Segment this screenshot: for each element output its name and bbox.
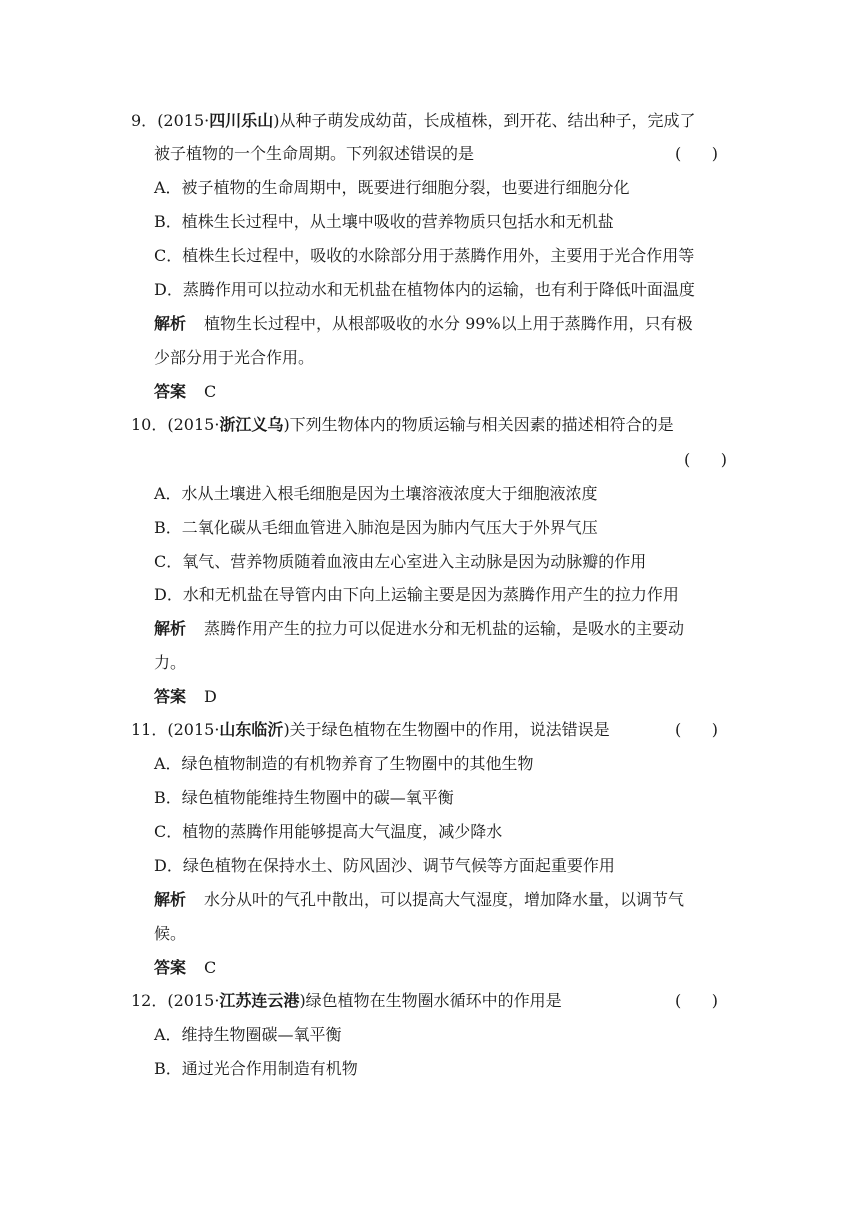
question-9-stem-line2: 被子植物的一个生命周期。下列叙述错误的是 [154, 144, 475, 163]
question-source: 江苏连云港 [219, 991, 300, 1010]
analysis-line1: 解析 植物生长过程中，从根部吸收的水分 99%以上用于蒸腾作用，只有极 [154, 314, 693, 333]
answer-blank: ( ) [684, 450, 727, 469]
analysis-label: 解析 [154, 619, 187, 638]
option-a: A．被子植物的生命周期中，既要进行细胞分裂，也要进行细胞分化 [154, 178, 630, 197]
answer-blank: ( ) [675, 720, 718, 739]
question-10-stem-line1: 10．(2015·浙江义乌)下列生物体内的物质运输与相关因素的描述相符合的是 [131, 415, 674, 434]
option-b: B．二氧化碳从毛细血管进入肺泡是因为肺内气压大于外界气压 [154, 518, 598, 537]
answer-value: C [204, 382, 217, 401]
analysis-line1: 解析 水分从叶的气孔中散出，可以提高大气湿度，增加降水量，以调节气 [154, 890, 685, 909]
question-11-stem-line1: 11．(2015·山东临沂)关于绿色植物在生物圈中的作用，说法错误是 [131, 720, 610, 739]
question-source: 四川乐山 [209, 111, 274, 130]
option-d: D．水和无机盐在导管内由下向上运输主要是因为蒸腾作用产生的拉力作用 [154, 585, 679, 604]
option-b: B．通过光合作用制造有机物 [154, 1059, 358, 1078]
answer-value: D [204, 687, 217, 706]
analysis-label: 解析 [154, 314, 187, 333]
option-c: C．植株生长过程中，吸收的水除部分用于蒸腾作用外，主要用于光合作用等 [154, 246, 695, 265]
answer-line [154, 957, 216, 979]
answer-line [154, 381, 216, 403]
option-d: D．蒸腾作用可以拉动水和无机盐在植物体内的运输，也有利于降低叶面温度 [154, 280, 695, 299]
answer-value: C [204, 958, 217, 977]
option-c: C．植物的蒸腾作用能够提高大气温度，减少降水 [154, 822, 503, 841]
answer-label: 答案 [154, 687, 187, 706]
option-b: B．绿色植物能维持生物圈中的碳—氧平衡 [154, 788, 454, 807]
answer-label: 答案 [154, 382, 187, 401]
analysis-line2: 少部分用于光合作用。 [154, 348, 315, 367]
option-c: C．氧气、营养物质随着血液由左心室进入主动脉是因为动脉瓣的作用 [154, 552, 647, 571]
analysis-line2: 候。 [154, 924, 187, 943]
question-9-stem-line1: 9．(2015·四川乐山)从种子萌发成幼苗，长成植株，到开花、结出种子，完成了 [131, 111, 696, 130]
option-b: B．植株生长过程中，从土壤中吸收的营养物质只包括水和无机盐 [154, 212, 614, 231]
question-12-stem-line1: 12．(2015·江苏连云港)绿色植物在生物圈水循环中的作用是 [131, 991, 562, 1010]
option-a: A．水从土壤进入根毛细胞是因为土壤溶液浓度大于细胞液浓度 [154, 484, 598, 503]
analysis-line2: 力。 [154, 653, 187, 672]
analysis-label: 解析 [154, 890, 187, 909]
question-source: 浙江义乌 [219, 415, 284, 434]
option-d: D．绿色植物在保持水土、防风固沙、调节气候等方面起重要作用 [154, 856, 615, 875]
answer-blank: ( ) [675, 144, 718, 163]
answer-blank: ( ) [675, 991, 718, 1010]
analysis-line1: 解析 蒸腾作用产生的拉力可以促进水分和无机盐的运输，是吸水的主要动 [154, 619, 685, 638]
answer-label: 答案 [154, 958, 187, 977]
answer-line [154, 686, 217, 708]
option-a: A．维持生物圈碳—氧平衡 [154, 1025, 342, 1044]
option-a: A．绿色植物制造的有机物养育了生物圈中的其他生物 [154, 754, 534, 773]
question-source: 山东临沂 [219, 720, 284, 739]
